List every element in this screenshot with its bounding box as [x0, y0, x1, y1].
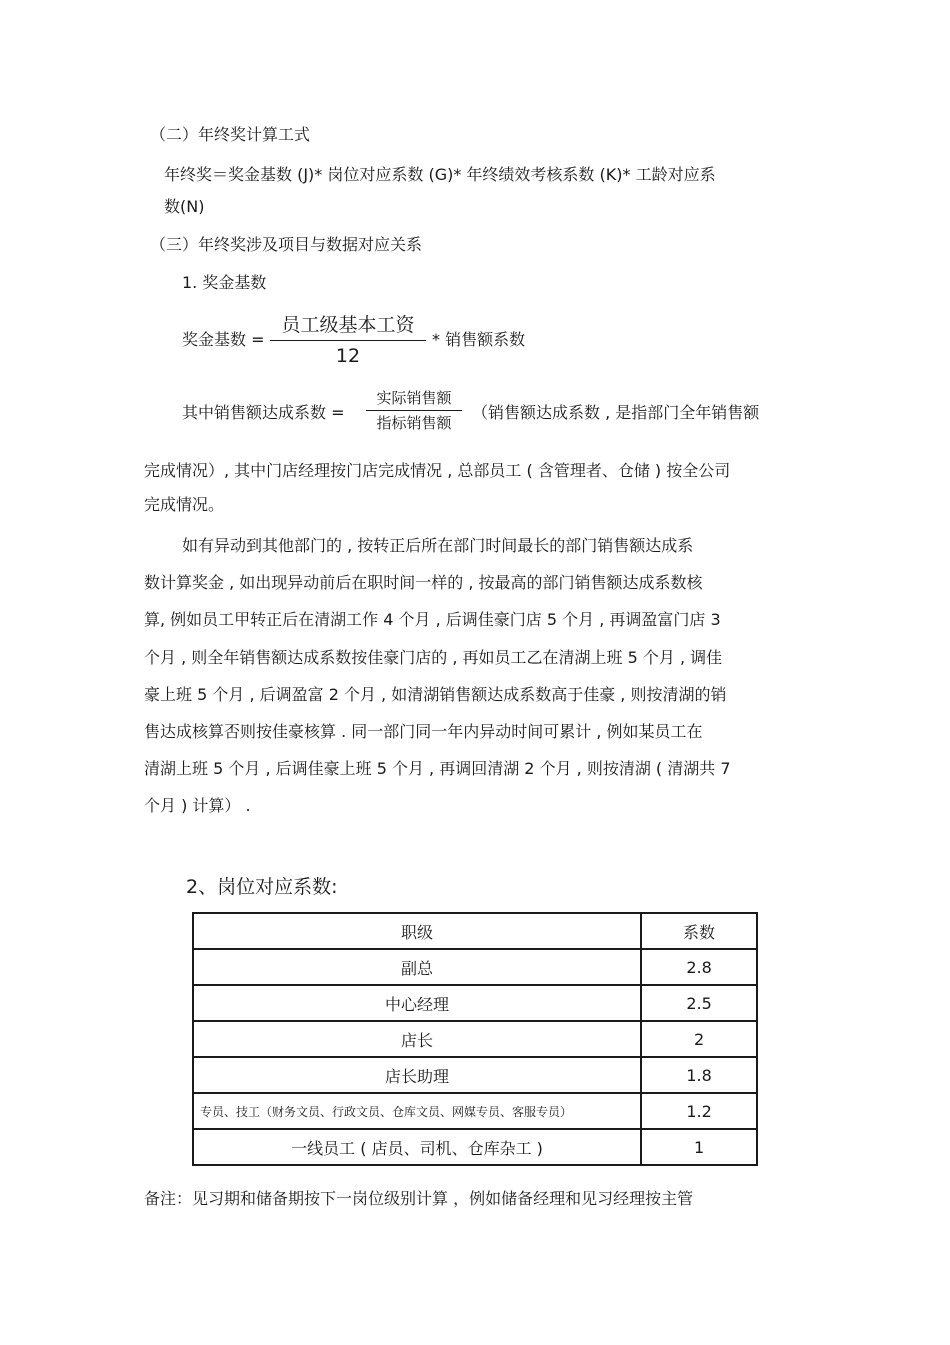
cell-level: 专员、技工（财务文员、行政文员、仓库文员、网媒专员、客服专员） — [193, 1093, 641, 1129]
cell-coef: 1.8 — [641, 1057, 757, 1093]
section-heading-mapping: （三）年终奖涉及项目与数据对应关系 — [150, 235, 423, 254]
cell-level: 中心经理 — [193, 985, 641, 1021]
rate-formula-rhs: （销售额达成系数 , 是指部门全年销售额 — [472, 403, 760, 422]
fraction-bar — [270, 340, 426, 341]
paragraph-1-line: 完成情况。 — [144, 495, 225, 514]
paragraph-2-line: 豪上班 5 个月 , 后调盈富 2 个月 , 如清湖销售额达成系数高于佳豪 , 则按清湖的销 — [144, 685, 727, 704]
bonus-fraction — [270, 313, 426, 368]
table-row — [193, 1093, 757, 1129]
paragraph-1-line: 完成情况）, 其中门店经理按门店完成情况 , 总部员工 ( 含管理者、仓储 ) 按全公司 — [144, 461, 731, 480]
table-row — [193, 1057, 757, 1093]
paragraph-2-line: 数计算奖金 , 如出现异动前后在职时间一样的 , 按最高的部门销售额达成系数核 — [144, 573, 703, 592]
cell-coef: 2.8 — [641, 949, 757, 985]
item-1-title: 1. 奖金基数 — [182, 273, 267, 292]
paragraph-2-line: 个月 , 则全年销售额达成系数按佳豪门店的 , 再如员工乙在清湖上班 5 个月 , 调佳 — [144, 648, 723, 667]
table-header-row — [193, 913, 757, 949]
cell-level: 副总 — [193, 949, 641, 985]
cell-level: 店长 — [193, 1021, 641, 1057]
rate-formula-lhs: 其中销售额达成系数 = — [182, 403, 345, 422]
header-level: 职级 — [193, 913, 641, 949]
table-row — [193, 985, 757, 1021]
header-coef: 系数 — [641, 913, 757, 949]
formula-line-1: 年终奖＝奖金基数 (J)* 岗位对应系数 (G)* 年终绩效考核系数 (K)* 工龄对应系 — [164, 165, 716, 184]
table-row — [193, 949, 757, 985]
paragraph-2-line: 售达成核算否则按佳豪核算 . 同一部门同一年内异动时间可累计 , 例如某员工在 — [144, 722, 703, 741]
paragraph-2-line: 个月 ) 计算） . — [144, 796, 251, 815]
rate-numerator: 实际销售额 — [376, 389, 452, 407]
rate-denominator: 指标销售额 — [376, 414, 452, 432]
paragraph-2-line: 算, 例如员工甲转正后在清湖工作 4 个月 , 后调佳豪门店 5 个月 , 再调盈富门店 3 — [144, 610, 721, 629]
cell-coef: 2 — [641, 1021, 757, 1057]
table-row — [193, 1129, 757, 1165]
fraction-bar — [366, 410, 462, 411]
position-coef-heading: 2、岗位对应系数: — [186, 876, 338, 898]
paragraph-2-line: 如有异动到其他部门的 , 按转正后所在部门时间最长的部门销售额达成系 — [182, 536, 694, 555]
section-heading-formula: （二）年终奖计算工式 — [150, 125, 311, 144]
cell-level: 一线员工 ( 店员、司机、仓库杂工 ) — [193, 1129, 641, 1165]
rate-fraction — [366, 388, 462, 433]
cell-coef: 1 — [641, 1129, 757, 1165]
cell-level: 店长助理 — [193, 1057, 641, 1093]
cell-coef: 1.2 — [641, 1093, 757, 1129]
formula-line-2: 数(N) — [164, 197, 205, 216]
bonus-denominator: 12 — [335, 345, 361, 367]
bonus-formula-rhs: * 销售额系数 — [432, 330, 526, 349]
note-text: 备注：见习期和储备期按下一岗位级别计算 ，例如储备经理和见习经理按主管 — [144, 1189, 694, 1208]
cell-coef: 2.5 — [641, 985, 757, 1021]
position-coef-table — [192, 912, 758, 1166]
paragraph-2-line: 清湖上班 5 个月 , 后调佳豪上班 5 个月 , 再调回清湖 2 个月 , 则按清湖 ( 清湖共 7 — [144, 759, 731, 778]
bonus-numerator: 员工级基本工资 — [281, 314, 415, 336]
bonus-formula-lhs: 奖金基数 = — [182, 330, 265, 349]
table-row — [193, 1021, 757, 1057]
